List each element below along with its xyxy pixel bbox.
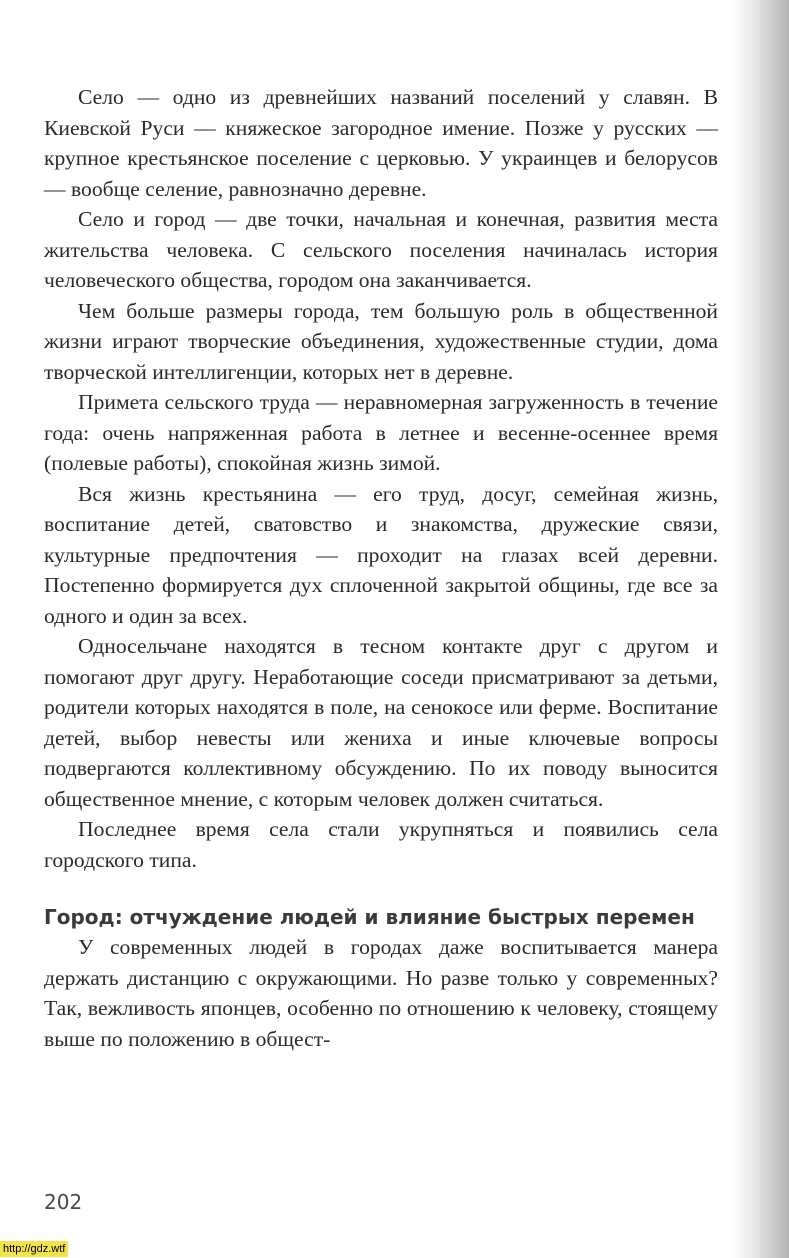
paragraph-villages-enlarge: Последнее время села стали укрупняться и появились села городского типа. <box>44 817 718 872</box>
paragraph-peasant-life: Вся жизнь крестьянина — его труд, досуг, семейная жизнь, воспитание детей, сватовство и знакомства, дружеские связи, культурные предпочтения — проходит на глазах всей деревни. Постепенно формируется дух сплоченной закрытой общины, где все за одного и один за всех. <box>44 481 718 628</box>
page-text <box>44 82 718 1054</box>
section-heading: Город: отчуждение людей и влияние быстрых перемен <box>44 905 695 929</box>
paragraph-village-definition: Село — одно из древнейших названий поселений у славян. В Киевской Руси — княжеское загородное имение. Позже у русских — крупное крестьянское поселение с церковью. У украинцев и белорусов — вообще селение, равнозначно деревне. <box>44 85 718 201</box>
paragraph-village-and-city: Село и город — две точки, начальная и конечная, развития места жительства человека. С сельского поселения начиналась история человеческого общества, городом она заканчивается. <box>44 207 718 292</box>
page-number: 202 <box>44 1190 83 1214</box>
paragraph-city-size: Чем больше размеры города, тем большую роль в общественной жизни играют творческие объединения, художественные студии, дома творческой интеллигенции, которых нет в деревне. <box>44 298 718 384</box>
paragraph-villagers: Односельчане находятся в тесном контакте друг с другом и помогают друг другу. Неработающие соседи присматривают за детьми, родители которых находятся в поле, на сенокосе или ферме. Воспитание детей, выбор невесты или жениха и иные ключевые вопросы подвергаются коллективному обсуждению. По их поводу выносится общественное мнение, с которым человек должен считаться. <box>44 634 718 811</box>
page-edge-shadow <box>731 0 789 1258</box>
paragraph-rural-labor: Примета сельского труда — неравномерная загруженность в течение года: очень напряженная работа в летнее и весенне-осеннее время (полевые работы), спокойная жизнь зимой. <box>44 390 718 475</box>
paragraph-city-distance: У современных людей в городах даже воспитывается манера держать дистанцию с окружающими. Но разве только у современных? Так, вежливость японцев, особенно по отношению к человеку, стоящему выше по положению в общест- <box>44 935 718 1051</box>
watermark-link[interactable]: http://gdz.wtf <box>0 1241 68 1257</box>
